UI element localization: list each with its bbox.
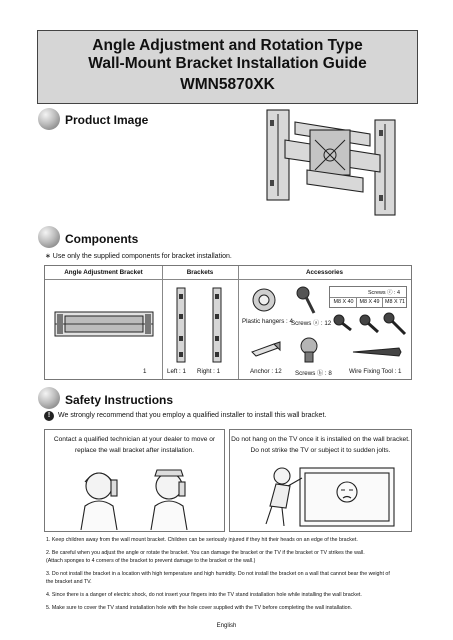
child-hanging-tv-illustration [252,460,402,530]
title-box [37,30,418,104]
section-ball-icon [38,226,60,248]
section-ball-icon [38,108,60,130]
brackets-image [167,284,233,366]
safety-item-2-sub: (Attach sponges to 4 corners of the bracket to prevent damage to the bracket or the wall.) [46,558,256,565]
table-col-divider [238,266,239,379]
safety-right-line-2: Do not strike the TV or subject it to sudden jolts. [250,447,391,454]
right-bracket-qty: Right : 1 [197,368,221,375]
screws-b-qty: Screws ⓑ : 8 [295,370,332,377]
product-bracket-image [255,100,415,220]
anchor-qty: Anchor : 12 [250,368,282,375]
safety-box-right [229,429,412,532]
safety-item-3: 3. Do not install the bracket in a location with high temperature and high humidity. Do not install the bracket on a wall that cannot bear the weight of [46,570,390,577]
screw-size-40: M8 X 40 [333,299,354,305]
anchor-icon [248,338,282,360]
warning-icon: ! [44,411,54,421]
plastic-hangers-qty: Plastic hangers : 4 [242,318,293,325]
table-col-divider [162,266,163,379]
safety-item-4: 4. Since there is a danger of electric shock, do not insert your fingers into the TV stand installation hole while installing the wall bracket. [46,591,362,598]
safety-item-5: 5. Make sure to cover the TV stand installation hole with the hole cover supplied with the TV before completing the wall installation. [46,604,353,611]
safety-items-list [46,536,416,612]
header-angle-bracket: Angle Adjustment Bracket [64,269,143,276]
left-bracket-qty: Left : 1 [167,368,186,375]
screws-c-divider [330,297,406,298]
screw-size-49: M8 X 49 [359,299,380,305]
safety-right-line-1: Do not hang on the TV once it is installed on the wall bracket. [231,436,410,443]
plastic-hanger-icon [250,286,278,314]
section-ball-icon [38,387,60,409]
angle-bracket-qty: 1 [143,368,147,375]
screw-b-icon [297,336,321,364]
safety-left-line-1: Contact a qualified technician at your dealer to move or [53,436,216,443]
components-note: ∗ Use only the supplied components for bracket installation. [45,253,232,260]
screws-c-table [329,286,407,308]
wire-fixing-tool-icon [351,346,403,358]
safety-intro: We strongly recommend that you employ a qualified installer to install this wall bracket. [58,412,327,419]
screws-c-header: Screws ⓒ : 4 [367,290,400,296]
footer-language: English [216,623,237,629]
model-number: WMN5870XK [180,76,275,93]
safety-item-2: 2. Be careful when you adjust the angle or rotate the bracket. You can damage the bracket or the TV if the bracket or TV strikes the wall. [46,549,365,556]
section-title-components: Components [65,232,139,246]
technician-illustration [71,460,201,530]
header-accessories: Accessories [305,269,344,276]
screw-a-icon [295,286,317,316]
safety-item-1: 1. Keep children away from the wall mount bracket. Children can be seriously injured if they hit their heads on an edge of the bracket. [46,537,358,543]
screw-size-71: M8 X 71 [384,299,406,305]
title-line-2: Wall-Mount Bracket Installation Guide [88,55,367,72]
section-title-safety: Safety Instructions [65,393,174,407]
screws-a-qty: Screws ⓐ : 12 [291,320,332,327]
header-brackets: Brackets [186,269,214,276]
components-table [44,265,412,380]
table-header-divider [45,279,411,280]
section-title-product-image: Product Image [65,113,149,127]
angle-bracket-image [51,284,157,364]
wire-tool-qty: Wire Fixing Tool : 1 [349,368,402,375]
title-line-1: Angle Adjustment and Rotation Type [92,37,363,54]
safety-box-left [44,429,225,532]
safety-left-line-2: replace the wall bracket after installation. [74,447,195,454]
safety-item-3-cont: the bracket and TV. [46,579,92,586]
screws-c-icons [331,312,409,336]
